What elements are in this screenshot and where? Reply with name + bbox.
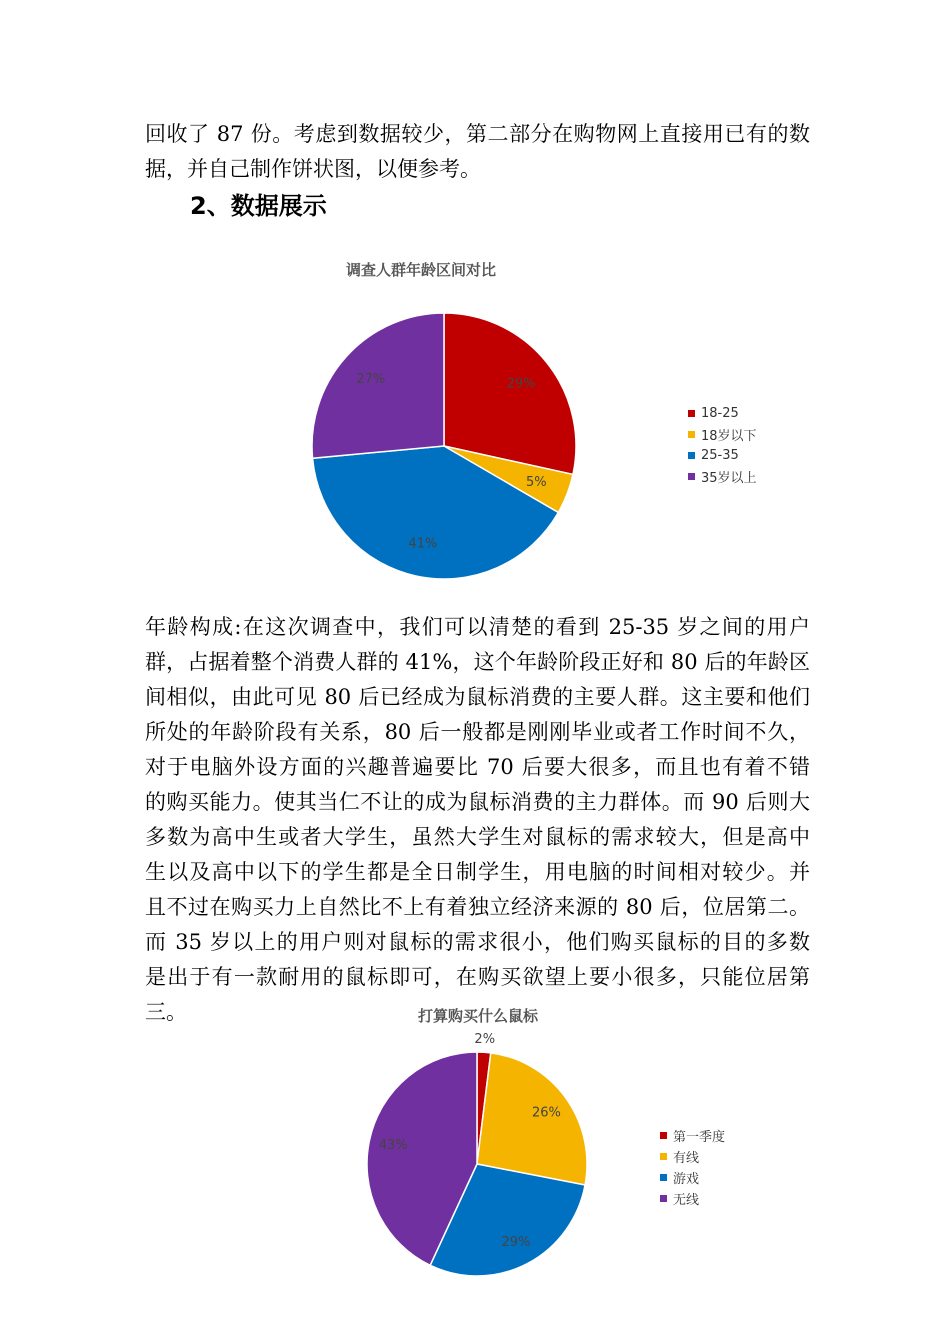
text-line: 回收了 87 份。考虑到数据较少，第二部分在购物网上直接用已有的数: [145, 122, 810, 146]
text-line: 所处的年龄阶段有关系，80 后一般都是刚刚毕业或者工作时间不久，: [145, 720, 810, 744]
text-line: 而 35 岁以上的用户则对鼠标的需求很小，他们购买鼠标的目的多数: [145, 930, 810, 954]
pie-chart-age: [309, 311, 579, 581]
data-label: 2%: [474, 1031, 496, 1047]
legend-item: [688, 466, 757, 487]
text-line: 生以及高中以下的学生都是全日制学生，用电脑的时间相对较少。并: [145, 860, 810, 884]
data-label: 26%: [531, 1105, 561, 1121]
chart-title-mouse-type: 打算购买什么鼠标: [418, 1007, 539, 1025]
text-line: 多数为高中生或者大学生，虽然大学生对鼠标的需求较大，但是高中: [145, 825, 810, 849]
legend-item: [688, 445, 757, 466]
text-line: 群，占据着整个消费人群的 41%，这个年龄阶段正好和 80 后的年龄区: [145, 650, 810, 674]
legend-item: [660, 1125, 725, 1146]
intro-paragraph: [145, 117, 810, 187]
legend-swatch: [660, 1132, 667, 1139]
legend-swatch: [660, 1174, 667, 1181]
section-heading: 2、数据展示: [190, 192, 327, 220]
chart-title-age: 调查人群年龄区间对比: [346, 261, 497, 279]
text-line: 三。: [145, 1000, 187, 1024]
text-line: 间相似，由此可见 80 后已经成为鼠标消费的主要人群。这主要和他们: [145, 685, 810, 709]
pie-chart-mouse-type: [365, 1031, 590, 1280]
data-label: 5%: [526, 475, 547, 491]
legend-swatch: [688, 473, 695, 480]
legend-label: 35岁以上: [701, 471, 757, 486]
text-line: 对于电脑外设方面的兴趣普遍要比 70 后要大很多，而且也有着不错: [145, 755, 810, 779]
legend-label: 游戏: [673, 1172, 700, 1187]
legend-item: [660, 1146, 725, 1167]
text-line: 年龄构成:在这次调查中，我们可以清楚的看到 25-35 岁之间的用户: [145, 615, 810, 639]
legend-age: [688, 403, 757, 487]
legend-swatch: [660, 1195, 667, 1202]
legend-label: 第一季度: [673, 1130, 726, 1145]
text-line: 且不过在购买力上自然比不上有着独立经济来源的 80 后，位居第二。: [145, 895, 810, 919]
legend-label: 18-25: [701, 406, 739, 421]
data-label: 29%: [506, 376, 536, 392]
legend-swatch: [688, 431, 695, 438]
legend-label: 无线: [673, 1193, 700, 1208]
text-line: 据，并自己制作饼状图，以便参考。: [145, 157, 481, 181]
legend-item: [688, 424, 757, 445]
data-label: 41%: [408, 536, 438, 552]
text-line: 的购买能力。使其当仁不让的成为鼠标消费的主力群体。而 90 后则大: [145, 790, 810, 814]
legend-item: [660, 1188, 725, 1209]
legend-mouse-type: [660, 1125, 725, 1209]
legend-swatch: [688, 410, 695, 417]
body-paragraph: [145, 610, 810, 1030]
data-label: 43%: [378, 1137, 408, 1153]
legend-label: 18岁以下: [701, 429, 757, 444]
legend-label: 有线: [673, 1151, 700, 1166]
legend-swatch: [660, 1153, 667, 1160]
legend-item: [688, 403, 757, 424]
data-label: 27%: [356, 371, 386, 387]
legend-item: [660, 1167, 725, 1188]
legend-label: 25-35: [701, 448, 739, 463]
data-label: 29%: [501, 1234, 531, 1250]
text-line: 是出于有一款耐用的鼠标即可，在购买欲望上要小很多，只能位居第: [145, 965, 810, 989]
legend-swatch: [688, 452, 695, 459]
